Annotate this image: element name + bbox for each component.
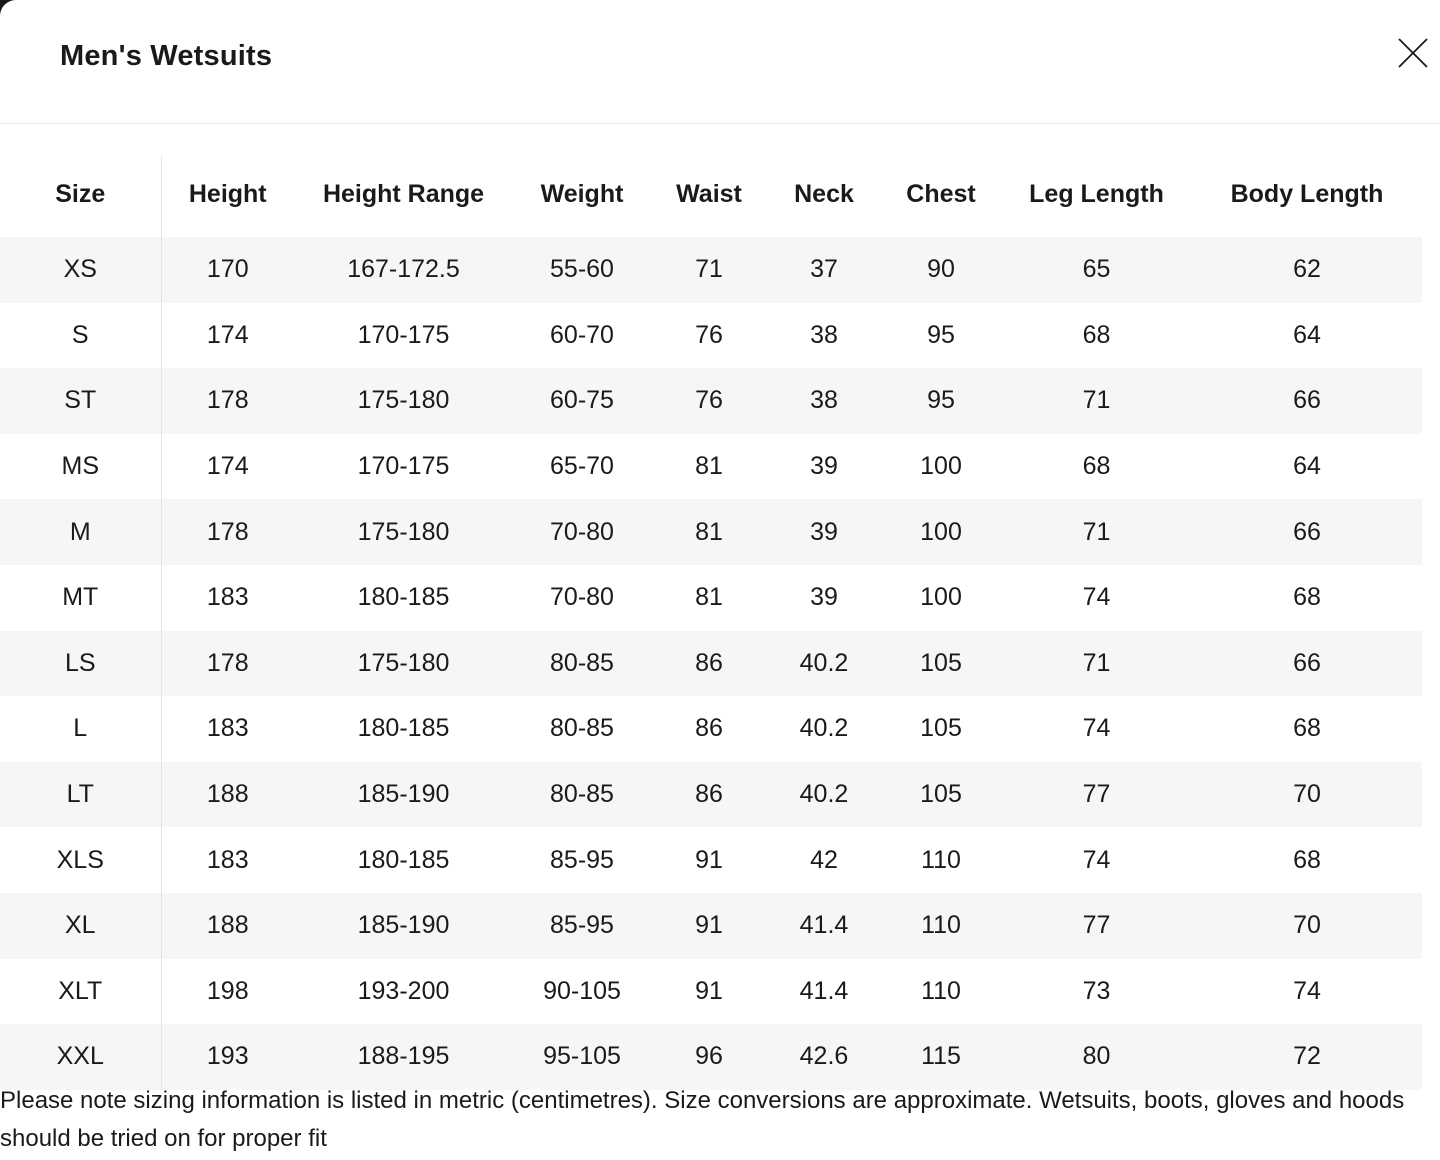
table-cell-neck: 42 [767,827,881,893]
table-cell-neck: 40.2 [767,631,881,697]
table-body [0,237,1422,1090]
table-cell-body-length: 68 [1192,565,1422,631]
table-cell-height-range: 193-200 [294,959,513,1025]
table-header-row [0,156,1422,237]
table-cell-size: MT [0,565,161,631]
table-cell-size: ST [0,368,161,434]
table-cell-size: LS [0,631,161,697]
table-cell-leg-length: 71 [1001,499,1192,565]
column-header-height-range: Height Range [322,180,485,208]
table-cell-leg-length: 65 [1001,237,1192,303]
table-cell-body-length: 62 [1192,237,1422,303]
table-cell-waist: 91 [651,827,767,893]
table-cell-height: 174 [161,303,294,369]
table-cell-leg-length: 77 [1001,762,1192,828]
table-cell-body-length: 74 [1192,959,1422,1025]
table-row [0,237,1422,303]
column-header-neck: Neck [794,180,854,208]
table-row [0,893,1422,959]
table-cell-height-range: 175-180 [294,499,513,565]
column-header-weight: Weight [540,180,624,208]
table-cell-chest: 100 [881,434,1001,500]
table-cell-size: XXL [0,1024,161,1090]
table-cell-height: 183 [161,565,294,631]
column-header-leg-length: Leg Length [1029,180,1164,208]
table-cell-size: LT [0,762,161,828]
table-cell-height-range: 188-195 [294,1024,513,1090]
table-cell-leg-length: 77 [1001,893,1192,959]
table-row [0,499,1422,565]
table-cell-body-length: 66 [1192,499,1422,565]
column-header-body-length: Body Length [1230,180,1384,208]
table-cell-height: 174 [161,434,294,500]
table-cell-weight: 65-70 [513,434,651,500]
table-cell-waist: 86 [651,762,767,828]
table-cell-neck: 39 [767,434,881,500]
table-cell-weight: 80-85 [513,696,651,762]
table-cell-height: 178 [161,368,294,434]
table-cell-leg-length: 71 [1001,631,1192,697]
table-cell-height: 183 [161,827,294,893]
table-row [0,959,1422,1025]
table-cell-waist: 96 [651,1024,767,1090]
table-cell-weight: 55-60 [513,237,651,303]
table-cell-chest: 105 [881,631,1001,697]
table-cell-height-range: 170-175 [294,434,513,500]
table-cell-body-length: 70 [1192,762,1422,828]
table-cell-neck: 42.6 [767,1024,881,1090]
table-cell-chest: 110 [881,827,1001,893]
table-cell-height: 183 [161,696,294,762]
table-row [0,565,1422,631]
table-cell-neck: 39 [767,499,881,565]
table-cell-chest: 90 [881,237,1001,303]
table-cell-size: XLT [0,959,161,1025]
table-cell-chest: 115 [881,1024,1001,1090]
table-cell-weight: 60-75 [513,368,651,434]
table-cell-waist: 91 [651,959,767,1025]
table-cell-height: 170 [161,237,294,303]
table-cell-height-range: 180-185 [294,696,513,762]
table-cell-height-range: 170-175 [294,303,513,369]
table-cell-height: 178 [161,499,294,565]
table-cell-weight: 70-80 [513,565,651,631]
table-cell-weight: 95-105 [513,1024,651,1090]
table-cell-body-length: 68 [1192,696,1422,762]
table-cell-size: XLS [0,827,161,893]
table-cell-chest: 95 [881,368,1001,434]
table-row [0,696,1422,762]
table-cell-weight: 80-85 [513,631,651,697]
table-cell-waist: 76 [651,368,767,434]
table-cell-leg-length: 71 [1001,368,1192,434]
table-cell-waist: 81 [651,565,767,631]
table-row [0,368,1422,434]
table-cell-chest: 100 [881,565,1001,631]
close-button[interactable] [1396,36,1430,70]
table-cell-size: MS [0,434,161,500]
table-cell-body-length: 66 [1192,631,1422,697]
table-cell-size: XL [0,893,161,959]
table-cell-chest: 110 [881,893,1001,959]
table-cell-height-range: 180-185 [294,565,513,631]
table-cell-waist: 81 [651,499,767,565]
table-cell-neck: 38 [767,303,881,369]
column-header-height: Height [188,180,267,208]
table-cell-height: 188 [161,762,294,828]
table-cell-waist: 86 [651,696,767,762]
modal-title: Men's Wetsuits [60,40,273,72]
table-cell-height: 198 [161,959,294,1025]
table-cell-leg-length: 74 [1001,565,1192,631]
table-cell-body-length: 70 [1192,893,1422,959]
table-cell-height-range: 175-180 [294,368,513,434]
table-cell-waist: 71 [651,237,767,303]
table-cell-height: 178 [161,631,294,697]
table-cell-chest: 105 [881,696,1001,762]
table-cell-weight: 60-70 [513,303,651,369]
table-cell-waist: 81 [651,434,767,500]
table-cell-chest: 95 [881,303,1001,369]
table-cell-body-length: 66 [1192,368,1422,434]
table-row [0,631,1422,697]
table-cell-neck: 41.4 [767,893,881,959]
table-cell-chest: 100 [881,499,1001,565]
column-header-chest: Chest [906,180,976,208]
table-cell-leg-length: 74 [1001,827,1192,893]
table-cell-weight: 85-95 [513,893,651,959]
table-cell-height-range: 185-190 [294,893,513,959]
size-chart-table [0,156,1423,1090]
table-cell-neck: 37 [767,237,881,303]
table-row [0,434,1422,500]
table-cell-size: XS [0,237,161,303]
table-row [0,1024,1422,1090]
table-cell-height-range: 167-172.5 [294,237,513,303]
table-cell-neck: 39 [767,565,881,631]
table-cell-height-range: 185-190 [294,762,513,828]
table-cell-body-length: 64 [1192,303,1422,369]
table-cell-height-range: 180-185 [294,827,513,893]
table-cell-leg-length: 80 [1001,1024,1192,1090]
modal-header [0,0,1440,124]
table-row [0,762,1422,828]
table-cell-neck: 40.2 [767,696,881,762]
close-icon [1396,36,1430,70]
table-cell-weight: 90-105 [513,959,651,1025]
table-cell-body-length: 68 [1192,827,1422,893]
table-cell-weight: 85-95 [513,827,651,893]
table-cell-chest: 110 [881,959,1001,1025]
table-cell-leg-length: 74 [1001,696,1192,762]
table-cell-height: 188 [161,893,294,959]
table-cell-leg-length: 73 [1001,959,1192,1025]
column-header-size: Size [0,156,161,237]
table-row [0,827,1422,893]
table-cell-chest: 105 [881,762,1001,828]
table-cell-waist: 91 [651,893,767,959]
table-row [0,303,1422,369]
table-cell-neck: 41.4 [767,959,881,1025]
table-cell-leg-length: 68 [1001,434,1192,500]
table-cell-weight: 80-85 [513,762,651,828]
table-cell-waist: 76 [651,303,767,369]
table-cell-leg-length: 68 [1001,303,1192,369]
sizing-note: Please note sizing information is listed in metric (centimetres). Size conversions are approximate. Wetsuits, boots, gloves and hoods should be tried on for proper fit [0,1087,1405,1152]
table-cell-size: L [0,696,161,762]
table-cell-waist: 86 [651,631,767,697]
table-cell-body-length: 72 [1192,1024,1422,1090]
table-cell-neck: 40.2 [767,762,881,828]
table-cell-size: S [0,303,161,369]
table-cell-body-length: 64 [1192,434,1422,500]
table-cell-size: M [0,499,161,565]
table-cell-height: 193 [161,1024,294,1090]
table-cell-weight: 70-80 [513,499,651,565]
table-cell-height-range: 175-180 [294,631,513,697]
table-cell-neck: 38 [767,368,881,434]
column-header-waist: Waist [676,180,742,208]
